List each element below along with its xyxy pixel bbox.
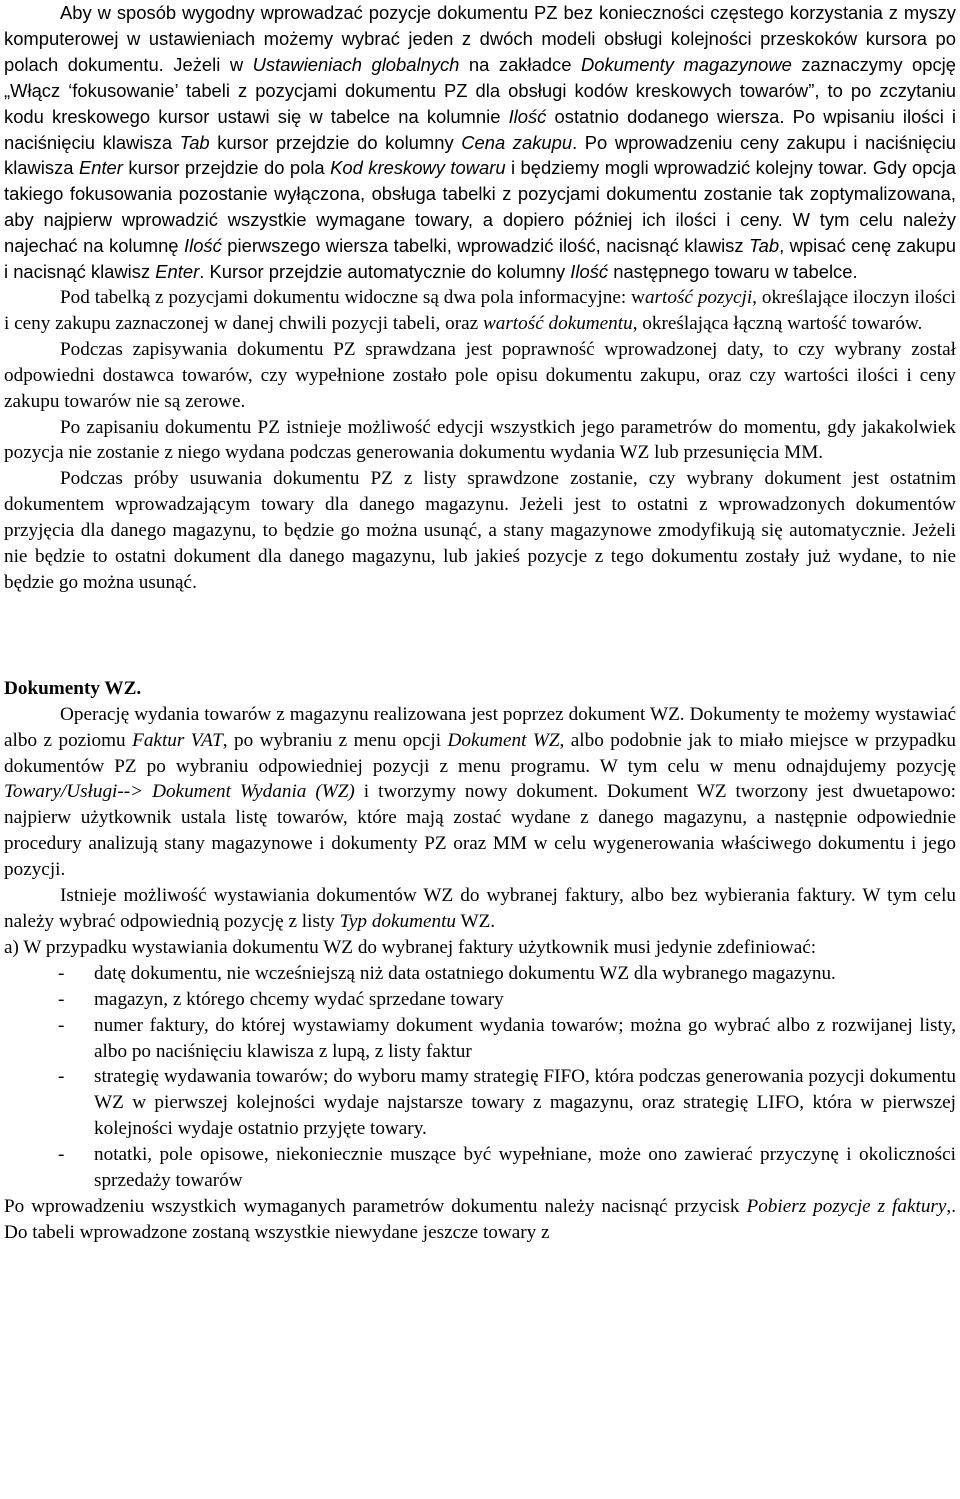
text-run: , po wybraniu z menu opcji [222,729,448,751]
list-item-text: numer faktury, do której wystawiamy dokument wydania towarów; można go wybrać albo z rozwijanej listy, albo po naciśnięciu klawisza z lupą, z listy faktur [94,1014,956,1062]
emphasized-term: Enter [155,261,200,283]
text-run: , albo podobnie jak to miało miejsce w przypadku dokumentów PZ po wybraniu odpowiedniej pozycji z menu programu. W tym celu w menu odnajdujemy pozycję [4,729,957,777]
emphasized-term: Enter [78,157,123,179]
list-item-text: magazyn, z którego chcemy wydać sprzedane towary [94,988,504,1010]
paragraph-save-validation [4,337,956,415]
text-run: ,. Do tabeli wprowadzone zostaną wszystkie niewydane jeszcze towary z [4,1195,956,1243]
emphasized-term: wartość dokumentu [482,312,633,334]
emphasized-term: Ilość [184,235,222,257]
emphasized-term: Ustawieniach globalnych [252,53,460,75]
text-run: , określająca łączną wartość towarów. [632,312,923,334]
paragraph-wz-invoice-case [4,935,956,961]
text-run: kursor przejdzie do kolumny [209,131,462,153]
text-run: Po wprowadzeniu wszystkich wymaganych parametrów dokumentu należy nacisnąć przycisk [4,1195,747,1217]
emphasized-term: Pobierz pozycje z faktury [746,1195,947,1217]
paragraph-deleting [4,466,956,596]
text-run: Pod tabelką z pozycjami dokumentu widoczne są dwa pola informacyjne: w [60,286,645,308]
text-run: Aby w sposób wygodny wprowadzać pozycje dokumentu PZ bez konieczności częstego korzystania z myszy komputerowej w ustawieniach możemy wybrać jeden z dwóch modeli obsługi kolejności przeskoków kursora po polach dokumentu. Jeżeli w [4,2,956,75]
text-run: Operację wydania towarów z magazynu realizowana jest poprzez dokument WZ. Dokumenty te możemy wystawiać albo z poziomu [4,703,956,751]
list-item [4,1064,956,1142]
text-run: , wpisać cenę zakupu i nacisnąć klawisz [4,235,956,283]
paragraph-editing [4,415,956,467]
text-run: następnego towaru w tabelce. [608,261,858,283]
emphasized-term: Tab [179,131,210,153]
list-dash: - [58,1014,65,1036]
paragraph-focus-options [4,0,956,285]
emphasized-term: Dokumenty magazynowe [580,53,792,75]
text-run: Podczas zapisywania dokumentu PZ sprawdzana jest poprawność wprowadzonej daty, to czy wybrany został odpowiedni dostawca towarów, czy wypełnione zostało pole opisu dokumentu zakupu, oraz czy wartości ilości i ceny zakupu towarów nie są zerowe. [4,338,956,412]
emphasized-term: Typ dokumentu [339,911,457,932]
text-run: i będziemy mogli wprowadzić kolejny towar. Gdy opcja takiego fokusowania pozostanie wyłączona, obsługa tabelki z pozycjami dokumentu zostanie tak zoptymalizowana, aby najpierw wprowadzić wszystkie wymagane towary, a dopiero później ich ilości i ceny. W tym celu należy najechać na kolumnę [4,157,956,257]
text-run: Podczas próby usuwania dokumentu PZ z listy sprawdzone zostanie, czy wybrany dokument jest ostatnim dokumentem wprowadzającym towary dla danego magazynu. Jeżeli jest to ostatni z wprowadzonych dokumentów przyjęcia dla danego magazynu, to będzie go można usunąć, a stany magazynowe zmodyfikują się automatycznie. Jeżeli nie będzie to ostatni dokument dla danego magazynu, lub jakieś pozycje z tego dokumentu zostały już wydane, to nie będzie go można usunąć. [4,468,956,593]
text-run: pierwszego wiersza tabelki, wprowadzić ilość, nacisnąć klawisz [221,235,750,257]
paragraph-wz-types [4,883,956,935]
text-run: zaznaczymy opcję „Włącz ‘fokusowanie’ tabeli z pozycjami dokumentu PZ dla obsługi kodów kreskowych towarów”, to po zczytaniu kodu kreskowego kursor ustawi się w tabelce na kolumnie [4,53,956,127]
text-run: na zakładce [459,53,581,75]
section-heading: Dokumenty WZ. [4,677,142,699]
parameters-list [4,961,956,1194]
list-item [4,987,956,1013]
list-dash: - [58,962,65,984]
emphasized-term: Tab [749,235,780,257]
list-item [4,1013,956,1065]
emphasized-term: Kod kreskowy towaru [330,157,506,179]
section-spacer [4,596,956,676]
paragraph-fetch-positions [4,1194,956,1246]
emphasized-term: Faktur VAT [132,729,223,751]
list-dash: - [58,1066,65,1088]
text-run: . Po wprowadzeniu ceny zakupu i naciśnięciu klawisza [4,131,956,179]
emphasized-term: artość pozycji [644,286,753,308]
list-dash: - [58,988,65,1010]
text-run: Istnieje możliwość wystawiania dokumentów WZ do wybranej faktury, albo bez wybierania faktury. W tym celu należy wybrać odpowiednią pozycję z listy [4,885,956,932]
text-run: i tworzymy nowy dokument. Dokument WZ tworzony jest dwuetapowo: najpierw użytkownik ustala listę towarów, które mają zostać wydane z danego magazynu, a następnie odpowiednie procedury analizują stany magazynowe i dokumenty PZ oraz MM w celu wygenerowania właściwego dokumentu i jego pozycji. [4,781,956,881]
emphasized-term: Ilość [508,105,547,127]
emphasized-term: Ilość [570,261,609,283]
text-run: ostatnio dodanego wiersza. Po wpisaniu ilości i naciśnięciu klawisza [4,105,957,153]
list-item [4,961,956,987]
emphasized-term: Dokument WZ [447,729,560,751]
list-dash: - [58,1144,65,1166]
text-run: , określające iloczyn ilości i ceny zakupu zaznaczonej w danej chwili pozycji tabeli, oraz [4,286,956,334]
text-run: kursor przejdzie do pola [122,157,331,179]
list-item-text: notatki, pole opisowe, niekoniecznie muszące być wypełniane, może ono zawierać przyczynę i okoliczności sprzedaży towarów [94,1144,956,1192]
emphasized-term: Towary/Usługi--> Dokument Wydania (WZ) [4,781,355,803]
list-item-text: datę dokumentu, nie wcześniejszą niż data ostatniego dokumentu WZ dla wybranego magazynu. [94,962,836,984]
paragraph-info-fields [4,285,956,337]
list-item-text: strategię wydawania towarów; do wyboru mamy strategię FIFO, która podczas generowania pozycji dokumentu WZ w pierwszej kolejności wydaje najstarsze towary z magazynu, oraz strategię LIFO, która w pierwszej kolejności wydaje ostatnio przyjęte towary. [94,1066,956,1140]
text-run: WZ. [456,911,496,932]
text-run: a) W przypadku wystawiania dokumentu WZ do wybranej faktury użytkownik musi jedynie zdefiniować: [4,936,817,958]
text-run: Po zapisaniu dokumentu PZ istnieje możliwość edycji wszystkich jego parametrów do momentu, gdy jakakolwiek pozycja nie zostanie z niego wydana podczas generowania dokumentu wydania WZ lub przesunięcia MM. [4,416,956,464]
text-run: . Kursor przejdzie automatycznie do kolumny [199,261,571,283]
paragraph-wz-intro [4,702,956,883]
list-item [4,1142,956,1194]
emphasized-term: Cena zakupu [461,131,573,153]
